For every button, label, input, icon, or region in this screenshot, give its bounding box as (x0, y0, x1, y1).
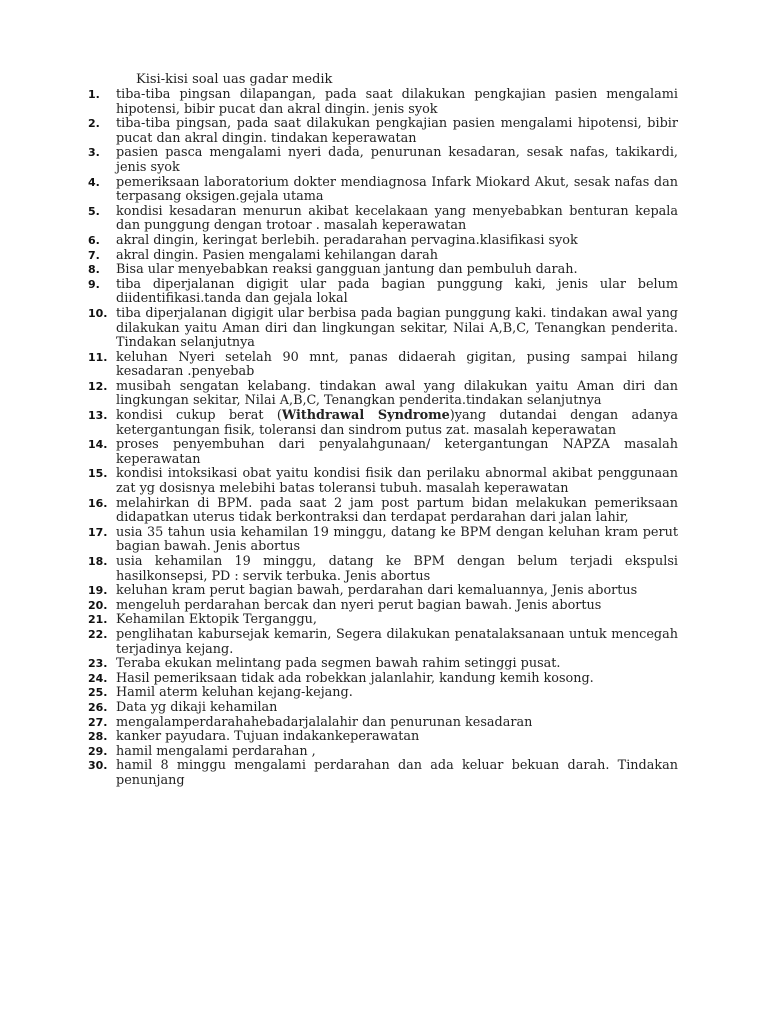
item-number: 28. (88, 730, 108, 744)
list-item (88, 438, 678, 467)
item-number: 24. (88, 671, 108, 685)
item-text: tiba-tiba pingsan, pada saat dilakukan pengkajian pasien mengalami hipotensi, bibir pucat dan akral dingin. tindakan keperawatan (116, 116, 678, 146)
item-text: pasien pasca mengalami nyeri dada, penurunan kesadaran, sesak nafas, takikardi, jenis syok (116, 145, 678, 175)
item-text-before: kondisi cukup berat ( (116, 408, 282, 424)
list-item (88, 745, 678, 760)
item-text: keluhan Nyeri setelah 90 mnt, panas didaerah gigitan, pusing sampai hilang kesadaran .penyebab (116, 349, 678, 380)
item-text: usia kehamilan 19 minggu, datang ke BPM dengan belum terjadi ekspulsi hasilkonsepsi, PD : servik terbuka. Jenis abortus (116, 554, 678, 584)
item-number: 29. (88, 744, 108, 758)
item-text: akral dingin, keringat berlebih. peradarahan pervagina.klasifikasi syok (116, 232, 578, 248)
list-item (88, 657, 678, 672)
item-text: kondisi kesadaran menurun akibat kecelakaan yang menyebabkan benturan kepala dan punggung dengan trotoar . masalah keperawatan (116, 203, 678, 234)
document-title: Kisi-kisi soal uas gadar medik (136, 72, 333, 87)
item-text: kanker payudara. Tujuan indakankeperawatan (116, 729, 420, 745)
item-text: melahirkan di BPM. pada saat 2 jam post partum bidan melakukan pemeriksaan didapatkan uterus tidak berkontraksi dan terdapat perdarahan dari jalan lahir, (116, 495, 678, 526)
item-text: keluhan kram perut bagian bawah, perdarahan dari kemaluannya, Jenis abortus (116, 583, 638, 599)
list-item (88, 555, 678, 584)
list-item (88, 88, 678, 117)
list-item (88, 380, 678, 409)
item-text: kondisi intoksikasi obat yaitu kondisi fisik dan perilaku abnormal akibat penggunaan zat yg dosisnya melebihi batas toleransi tubuh. masalah keperawatan (116, 466, 678, 497)
item-number: 14. (88, 438, 108, 452)
list-item (88, 526, 678, 555)
list-item (88, 716, 678, 731)
list-item (88, 497, 678, 526)
list-item (88, 234, 678, 249)
item-number: 27. (88, 715, 108, 729)
item-text: Bisa ular menyebabkan reaksi gangguan jantung dan pembuluh darah. (116, 262, 578, 278)
list-item (88, 686, 678, 701)
item-number: 3. (88, 146, 100, 160)
item-number: 9. (88, 277, 100, 291)
item-number: 23. (88, 657, 108, 671)
item-number: 30. (88, 759, 108, 773)
item-text-bold: Withdrawal Syndrome (281, 408, 450, 424)
item-number: 26. (88, 700, 108, 714)
item-number: 17. (88, 525, 108, 539)
item-text: mengeluh perdarahan bercak dan nyeri perut bagian bawah. Jenis abortus (116, 597, 602, 613)
question-list (88, 88, 678, 789)
list-item (88, 730, 678, 745)
item-text: musibah sengatan kelabang. tindakan awal yang dilakukan yaitu Aman diri dan lingkungan sekitar, Nilai A,B,C, Tenangkan penderita.tindakan selanjutnya (116, 378, 678, 409)
item-number: 10. (88, 306, 108, 320)
list-item (88, 278, 678, 307)
item-text: Teraba ekukan melintang pada segmen bawah rahim setinggi pusat. (116, 656, 561, 672)
item-number: 20. (88, 598, 108, 612)
item-text: tiba-tiba pingsan dilapangan, pada saat dilakukan pengkajian pasien mengalami hipotensi, bibir pucat dan akral dingin. jenis syok (116, 87, 678, 117)
item-text: Hasil pemeriksaan tidak ada robekkan jalanlahir, kandung kemih kosong. (116, 670, 594, 686)
item-number: 16. (88, 496, 108, 510)
item-number: 4. (88, 175, 100, 189)
item-number: 1. (88, 88, 100, 101)
item-text: usia 35 tahun usia kehamilan 19 minggu, datang ke BPM dengan keluhan kram perut bagian bawah. Jenis abortus (116, 524, 678, 555)
item-text (116, 409, 678, 438)
list-item (88, 628, 678, 657)
item-text: Hamil aterm keluhan kejang-kejang. (116, 685, 353, 701)
item-number: 8. (88, 263, 100, 277)
item-text: hamil mengalami perdarahan , (116, 743, 316, 759)
item-text: Kehamilan Ektopik Terganggu, (116, 612, 317, 628)
item-number: 21. (88, 613, 108, 627)
item-number: 7. (88, 248, 100, 262)
item-number: 11. (88, 350, 108, 364)
list-item (88, 409, 678, 438)
item-text: tiba diperjalanan digigit ular pada bagian punggung kaki, jenis ular belum diidentifikasi.tanda dan gejala lokal (116, 276, 678, 307)
item-text: akral dingin. Pasien mengalami kehilangan darah (116, 247, 439, 263)
item-text: mengalamperdarahahebadarjalalahir dan penurunan kesadaran (116, 714, 533, 730)
item-text: Data yg dikaji kehamilan (116, 699, 278, 715)
list-item (88, 467, 678, 496)
item-number: 15. (88, 467, 108, 481)
list-item (88, 613, 678, 628)
list-item (88, 263, 678, 278)
item-number: 25. (88, 686, 108, 700)
list-item (88, 759, 678, 788)
list-item (88, 176, 678, 205)
list-item (88, 599, 678, 614)
list-item (88, 351, 678, 380)
item-number: 18. (88, 555, 108, 568)
list-item (88, 146, 678, 175)
item-number: 13. (88, 409, 108, 423)
item-number: 12. (88, 379, 108, 393)
list-item (88, 307, 678, 351)
list-item (88, 249, 678, 264)
item-number: 2. (88, 117, 100, 131)
item-number: 6. (88, 233, 100, 247)
list-item (88, 584, 678, 599)
item-text: penglihatan kabursejak kemarin, Segera dilakukan penatalaksanaan untuk mencegah terjadinya kejang. (116, 626, 678, 657)
item-number: 19. (88, 584, 108, 598)
item-text: proses penyembuhan dari penyalahgunaan/ ketergantungan NAPZA masalah keperawatan (116, 437, 678, 467)
list-item (88, 672, 678, 687)
item-number: 22. (88, 627, 108, 641)
item-text-after: )yang dutandai dengan adanya ketergantungan fisik, toleransi dan sindrom putus zat. masalah keperawatan (116, 408, 678, 438)
item-number: 5. (88, 204, 100, 218)
item-text: tiba diperjalanan digigit ular berbisa pada bagian punggung kaki. tindakan awal yang dilakukan yaitu Aman diri dan lingkungan sekitar, Nilai A,B,C, Tenangkan penderita. Tindakan selanjutnya (116, 305, 678, 351)
list-item (88, 205, 678, 234)
item-text: pemeriksaan laboratorium dokter mendiagnosa Infark Miokard Akut, sesak nafas dan terpasang oksigen.gejala utama (116, 174, 678, 205)
item-text: hamil 8 minggu mengalami perdarahan dan ada keluar bekuan darah. Tindakan penunjang (116, 758, 678, 788)
list-item (88, 117, 678, 146)
list-item (88, 701, 678, 716)
